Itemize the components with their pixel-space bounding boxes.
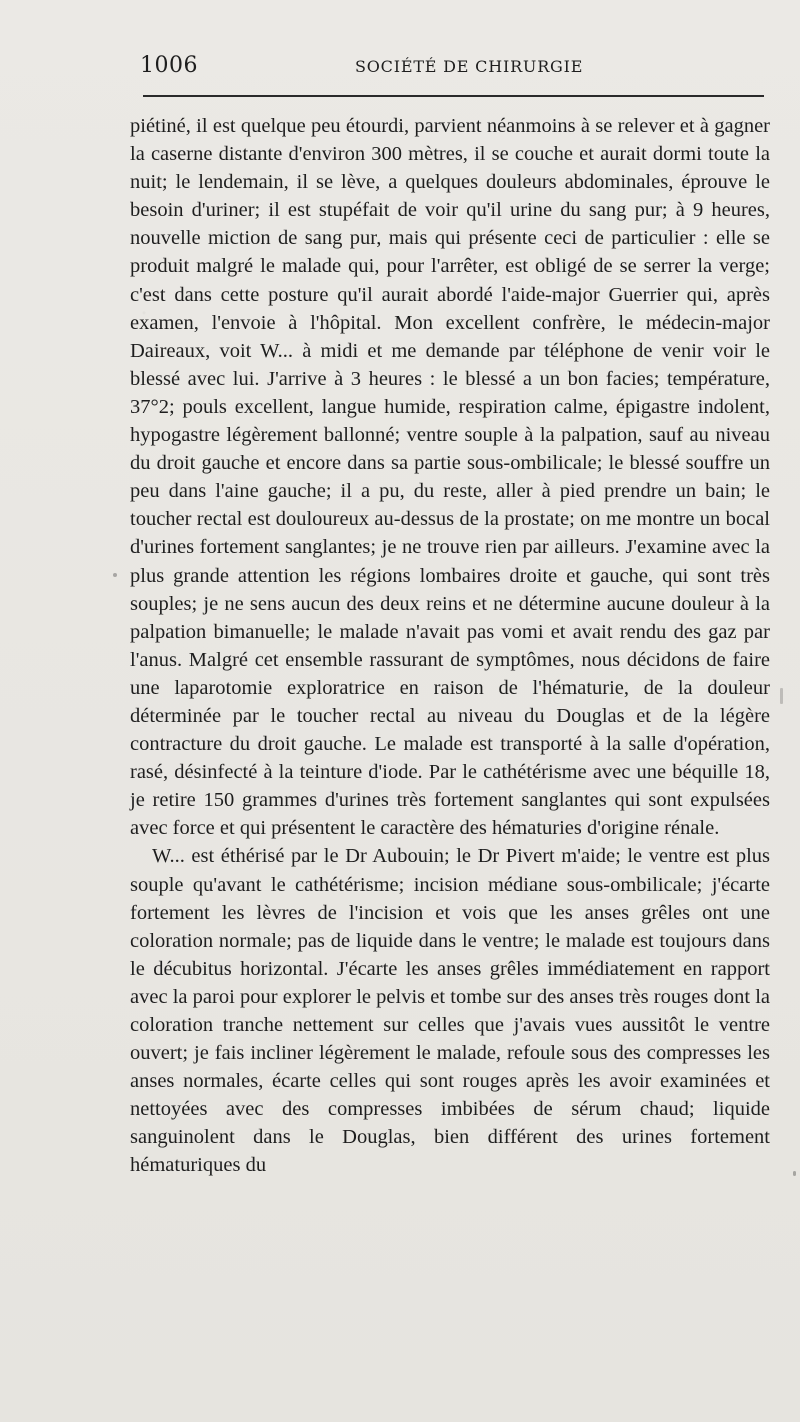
body-text — [130, 112, 770, 1180]
page-header — [140, 53, 765, 79]
scan-mark — [780, 688, 783, 704]
header-rule — [143, 95, 764, 97]
scan-mark — [113, 573, 117, 577]
page-number: 1006 — [140, 53, 198, 78]
running-title: SOCIÉTÉ DE CHIRURGIE — [355, 57, 584, 76]
scan-mark — [793, 1171, 796, 1176]
paragraph: piétiné, il est quelque peu étourdi, parvient néanmoins à se relever et à gagner la caserne distante d'environ 300 mètres, il se couche et aurait dormi toute la nuit; le lendemain, il se lève, a quelques douleurs abdominales, éprouve le besoin d'uriner; il est stupéfait de voir qu'il urine du sang pur; à 9 heures, nouvelle miction de sang pur, mais qui présente ceci de particulier : elle se produit malgré le malade qui, pour l'arrêter, est obligé de se serrer la verge; c'est dans cette posture qu'il aurait abordé l'aide-major Guerrier qui, après examen, l'envoie à l'hôpital. Mon excellent confrère, le médecin-major Daireaux, voit W... à midi et me demande par téléphone de venir voir le blessé avec lui. J'arrive à 3 heures : le blessé a un bon facies; température, 37°2; pouls excellent, langue humide, respiration calme, épigastre indolent, hypogastre légèrement ballonné; ventre souple à la palpation, sauf au niveau du droit gauche et encore dans sa partie sous-ombilicale; le blessé souffre un peu dans l'aine gauche; il a pu, du reste, aller à pied prendre un bain; le toucher rectal est douloureux au-dessus de la prostate; on me montre un bocal d'urines fortement sanglantes; je ne trouve rien par ailleurs. J'examine avec la plus grande attention les régions lombaires droite et gauche, qui sont très souples; je ne sens aucun des deux reins et ne détermine aucune douleur à la palpation bimanuelle; le malade n'avait pas vomi et avait rendu des gaz par l'anus. Malgré cet ensemble rassurant de symptômes, nous décidons de faire une laparotomie exploratrice en raison de l'hématurie, de la douleur déterminée par le toucher rectal au niveau du Douglas et de la légère contracture du droit gauche. Le malade est transporté à la salle d'opération, rasé, désinfecté à la teinture d'iode. Par le cathétérisme avec une béquille 18, je retire 150 grammes d'urines très fortement sanglantes qui sont expulsées avec force et qui présentent le caractère des hématuries d'origine rénale. — [130, 115, 770, 840]
paragraph: W... est éthérisé par le Dr Aubouin; le Dr Pivert m'aide; le ventre est plus souple qu'avant le cathétérisme; incision médiane sous-ombilicale; j'écarte fortement les lèvres de l'incision et vois que les anses grêles ont une coloration normale; pas de liquide dans le ventre; le malade est toujours dans le décubitus horizontal. J'écarte les anses grêles immédiatement en rapport avec la paroi pour explorer le pelvis et tombe sur des anses très rouges dont la coloration tranche nettement sur celles que j'avais vues aussitôt le ventre ouvert; je fais incliner légèrement le malade, refoule sous des compresses les anses normales, écarte celles qui sont rouges après les avoir examinées et nettoyées avec des compresses imbibées de sérum chaud; liquide sanguinolent dans le Douglas, bien différent des urines fortement hématuriques du — [130, 845, 770, 1177]
